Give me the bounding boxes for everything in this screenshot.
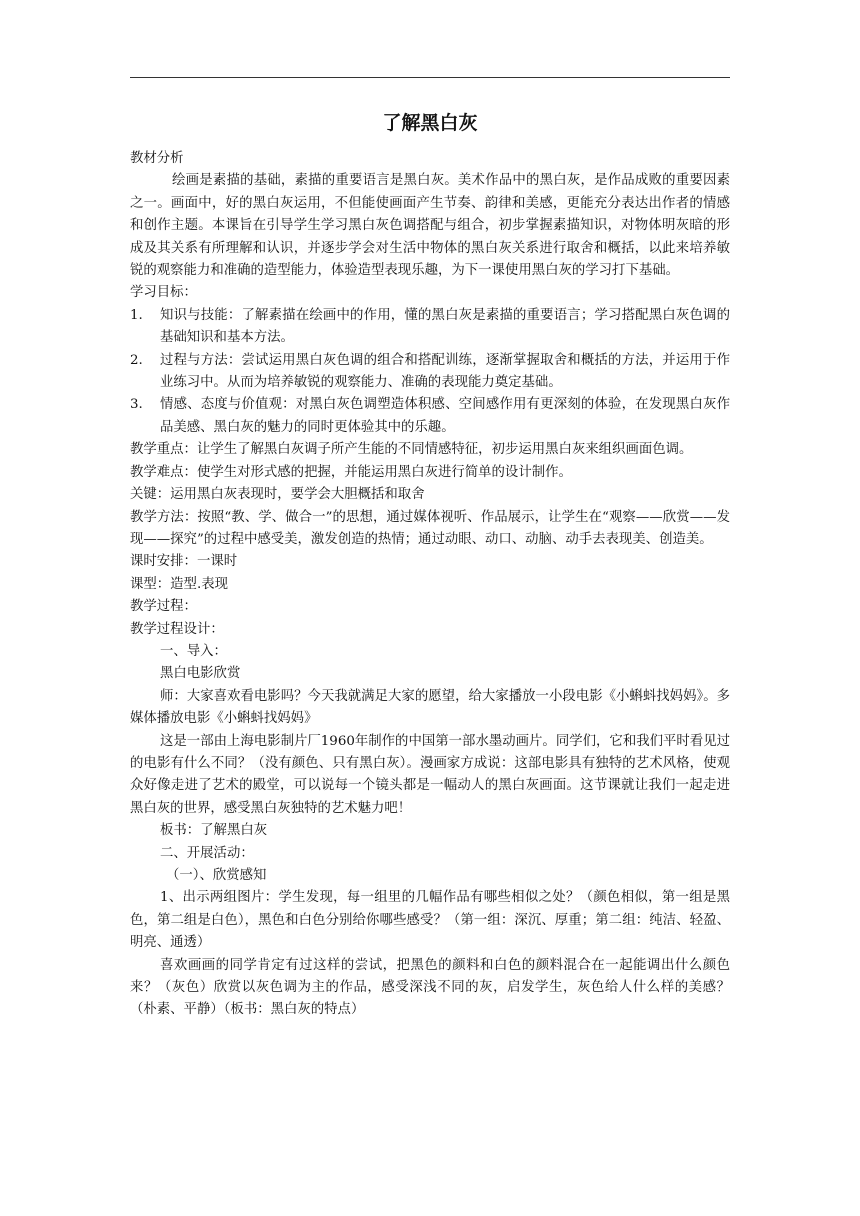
- goal-number: 2.: [130, 352, 143, 368]
- header-rule: [130, 77, 730, 78]
- analysis-heading: 教材分析: [130, 151, 184, 166]
- activity-item: 1、出示两组图片：学生发现，每一组里的几幅作品有哪些相似之处？（颜色相似，第一组是黑色，第二组是白色），黑色和白色分别给你哪些感受？（第一组：深沉、厚重；第二组：纯洁、轻盈、明亮、通透）: [130, 890, 730, 951]
- analysis-paragraph: 绘画是素描的基础，素描的重要语言是黑白灰。美术作品中的黑白灰，是作品成败的重要因素之一。画面中，好的黑白灰运用，不但能使画面产生节奏、韵律和美感，更能充分表达出作者的情感和创作主题。本课旨在引导学生学习黑白灰色调搭配与组合，初步掌握素描知识，对物体明灰暗的形成及其关系有所理解和认识，并逐步学会对生活中物体的黑白灰关系进行取舍和概括，以此来培养敏锐的观察能力和准确的造型能力，体验造型表现乐趣，为下一课使用黑白灰的学习打下基础。: [130, 173, 730, 279]
- goal-text: 情感、态度与价值观：对黑白灰色调塑造体积感、空间感作用有更深刻的体验，在发现黑白灰作品美感、黑白灰的魅力的同时更体验其中的乐趣。: [160, 397, 730, 435]
- goal-item: [130, 350, 730, 395]
- schedule: 课时安排：一课时: [130, 554, 238, 570]
- sub-section: （一）、欣赏感知: [166, 868, 267, 883]
- film-appreciation: 黑白电影欣赏: [160, 666, 241, 682]
- goal-number: 3.: [130, 397, 143, 413]
- key-point: 教学重点：让学生了解黑白灰调子所产生能的不同情感特征，初步运用黑白灰来组织画面色调。: [130, 442, 693, 458]
- goal-item: [130, 305, 730, 350]
- process-design: 教学过程设计：: [130, 621, 224, 637]
- activity-item: 喜欢画画的同学肯定有过这样的尝试，把黑色的颜料和白色的颜料混合在一起能调出什么颜色来？（灰色）欣赏以灰色调为主的作品，感受深浅不同的灰，启发学生，灰色给人什么样的美感？（朴素、平静）（板书：黑白灰的特点）: [130, 957, 730, 1018]
- goal-text: 知识与技能：了解素描在绘画中的作用，懂的黑白灰是素描的重要语言；学习搭配黑白灰色调的基础知识和基本方法。: [160, 307, 730, 346]
- process: 教学过程：: [130, 599, 197, 615]
- key: 关键：运用黑白灰表现时，要学会大胆概括和取舍: [130, 487, 425, 503]
- goals-heading: 学习目标：: [130, 285, 197, 301]
- lesson-type: 课型：造型.表现: [130, 576, 228, 592]
- goal-text: 过程与方法：尝试运用黑白灰色调的组合和搭配训练，逐渐掌握取舍和概括的方法，并运用于作业练习中。从而为培养敏锐的观察能力、准确的表现能力奠定基础。: [160, 352, 730, 391]
- film-description: 这是一部由上海电影制片厂1960年制作的中国第一部水墨动画片。同学们，它和我们平时看见过的电影有什么不同？（没有颜色、只有黑白灰）。漫画家方成说：这部电影具有独特的艺术风格，使观众好像走进了艺术的殿堂，可以说每一个镜头都是一幅动人的黑白灰画面。这节课就让我们一起走进黑白灰的世界，感受黑白灰独特的艺术魅力吧！: [130, 733, 730, 816]
- difficulty: 教学难点：使学生对形式感的把握，并能运用黑白灰进行简单的设计制作。: [130, 464, 572, 480]
- page-title: 了解黑白灰: [382, 112, 478, 134]
- step-intro: 一、导入：: [160, 643, 227, 659]
- teaching-method: 教学方法：按照“教、学、做合一”的思想，通过媒体视听、作品展示，让学生在“观察——欣赏——发现——探究”的过程中感受美，激发创造的热情；通过动眼、动口、动脑、动手去表现美、创造美。: [130, 509, 730, 547]
- goal-number: 1.: [130, 307, 143, 323]
- step-activities: 二、开展活动：: [160, 845, 254, 861]
- teacher-line: 师：大家喜欢看电影吗？今天我就满足大家的愿望，给大家播放一小段电影《小蝌蚪找妈妈》。多媒体播放电影《小蝌蚪找妈妈》: [130, 688, 730, 727]
- board-note: 板书：了解黑白灰: [160, 823, 268, 839]
- document-body: [130, 110, 730, 1022]
- goal-item: [130, 394, 730, 439]
